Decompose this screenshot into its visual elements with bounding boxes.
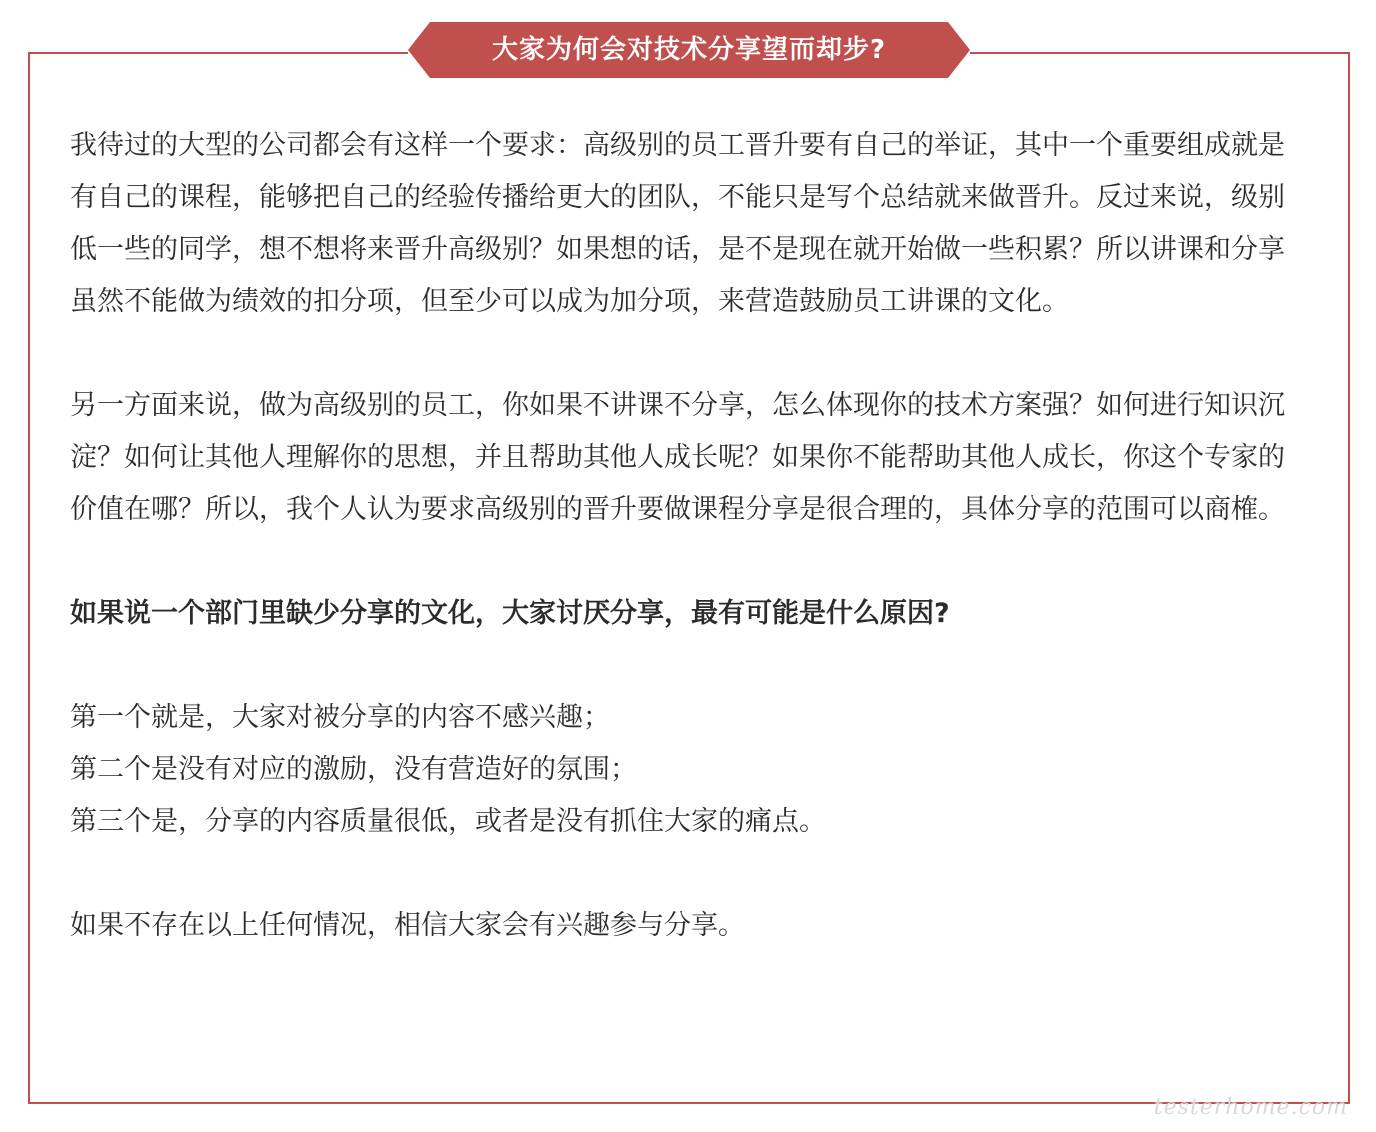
watermark-text: testerhome.com: [1153, 1095, 1348, 1120]
paragraph-senior-staff: 另一方面来说，做为高级别的员工，你如果不讲课不分享，怎么体现你的技术方案强？如何进行知识沉淀？如何让其他人理解你的思想，并且帮助其他人成长呢？如果你不能帮助其他人成长，你这个专家的价值在哪？所以，我个人认为要求高级别的晋升要做课程分享是很合理的，具体分享的范围可以商榷。: [70, 390, 1285, 525]
paragraph-promotion: 我待过的大型的公司都会有这样一个要求：高级别的员工晋升要有自己的举证，其中一个重要组成就是有自己的课程，能够把自己的经验传播给更大的团队，不能只是写个总结就来做晋升。反过来说，级别低一些的同学，想不想将来晋升高级别？如果想的话，是不是现在就开始做一些积累？所以讲课和分享虽然不能做为绩效的扣分项，但至少可以成为加分项，来营造鼓励员工讲课的文化。: [70, 130, 1285, 317]
list-item: 第二个是没有对应的激励，没有营造好的氛围；: [70, 754, 637, 785]
reasons-list: [70, 692, 1310, 848]
page-title: 大家为何会对技术分享望而却步?: [491, 35, 887, 65]
question-heading: 如果说一个部门里缺少分享的文化，大家讨厌分享，最有可能是什么原因?: [70, 598, 950, 629]
list-item: 第三个是，分享的内容质量很低，或者是没有抓住大家的痛点。: [70, 806, 826, 837]
title-banner: [408, 22, 970, 78]
article-body: [70, 120, 1310, 1004]
conclusion-paragraph: 如果不存在以上任何情况，相信大家会有兴趣参与分享。: [70, 910, 745, 941]
list-item: 第一个就是，大家对被分享的内容不感兴趣；: [70, 702, 610, 733]
